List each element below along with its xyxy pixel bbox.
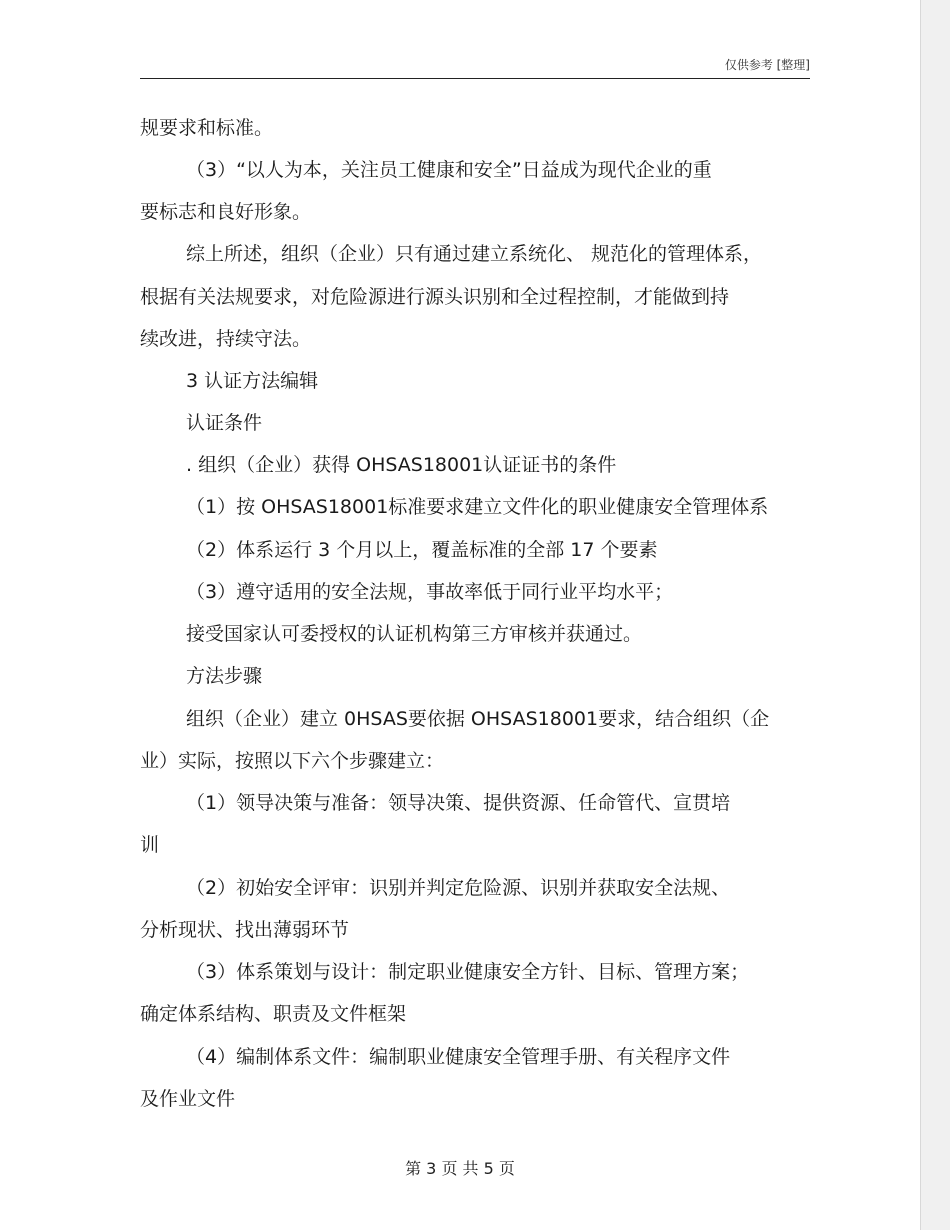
body-line: 及作业文件 [140, 1088, 236, 1110]
body-line: 训 [140, 834, 160, 856]
section-heading: 3 认证方法编辑 [186, 370, 319, 392]
body-line: 综上所述，组织（企业）只有通过建立系统化、 规范化的管理体系， [186, 243, 763, 265]
list-item: （1）领导决策与准备：领导决策、提供资源、任命管代、宣贯培 [186, 792, 731, 814]
page-number: 第 3 页 共 5 页 [405, 1159, 515, 1178]
list-item: （2）初始安全评审：识别并判定危险源、识别并获取安全法规、 [186, 877, 731, 899]
body-line: 确定体系结构、职责及文件框架 [140, 1003, 407, 1025]
body-line: 分析现状、找出薄弱环节 [140, 919, 350, 941]
body-line: 接受国家认可委授权的认证机构第三方审核并获通过。 [186, 623, 643, 645]
subsection-heading: 方法步骤 [186, 665, 263, 687]
list-item: （4）编制体系文件：编制职业健康安全管理手册、有关程序文件 [186, 1046, 731, 1068]
body-line: （3）“以人为本，关注员工健康和安全”日益成为现代企业的重 [186, 159, 712, 181]
list-item: （1）按 OHSAS18001标准要求建立文件化的职业健康安全管理体系 [186, 496, 769, 518]
body-line: 组织（企业）建立 0HSAS要依据 OHSAS18001要求，结合组织（企 [186, 708, 770, 730]
list-item: （2）体系运行 3 个月以上，覆盖标准的全部 17 个要素 [186, 539, 658, 561]
page-footer [0, 1156, 920, 1179]
body-line: 业）实际，按照以下六个步骤建立： [140, 750, 445, 772]
list-item: （3）体系策划与设计：制定职业健康安全方针、目标、管理方案； [186, 961, 750, 983]
header-note: 仅供参考 [整理] [724, 58, 810, 72]
body-line: 续改进，持续守法。 [140, 328, 312, 350]
list-item: （3）遵守适用的安全法规，事故率低于同行业平均水平； [186, 581, 674, 603]
body-line: . 组织（企业）获得 OHSAS18001认证证书的条件 [186, 454, 617, 476]
body-line: 根据有关法规要求，对危险源进行源头识别和全过程控制，才能做到持 [140, 286, 730, 308]
body-line: 要标志和良好形象。 [140, 201, 312, 223]
body-line: 规要求和标准。 [140, 117, 274, 139]
subsection-heading: 认证条件 [186, 412, 263, 434]
viewer-background [921, 0, 950, 1230]
